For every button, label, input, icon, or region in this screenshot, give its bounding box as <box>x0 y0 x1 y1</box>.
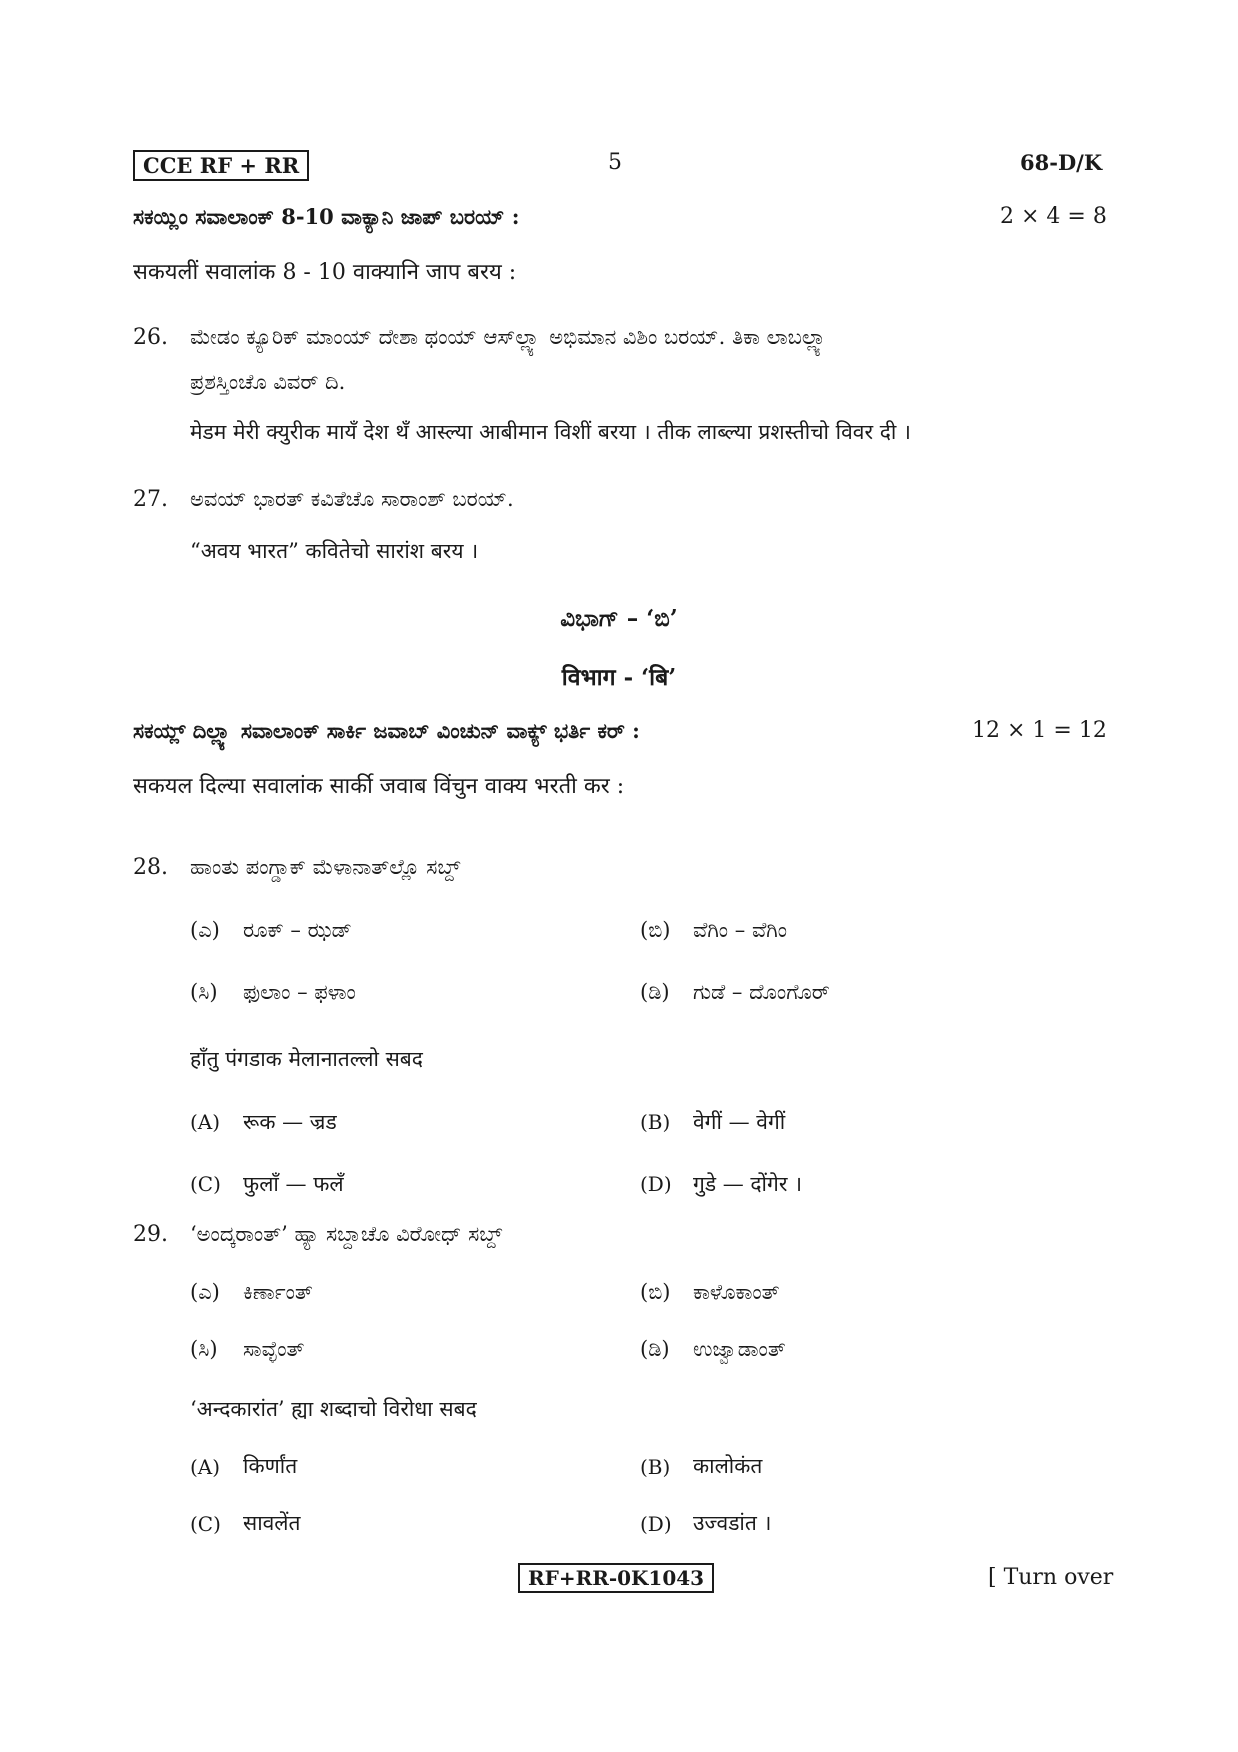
section-heading-devanagari: विभाग - ‘बि’ <box>561 664 677 691</box>
question-stem-kannada: ‘ಅಂದ್ಕರಾಂತ್’ ಹ್ಯಾ ಸಬ್ದಾಚೊ ವಿರೋಧ್ ಸಬ್ದ್ <box>190 1222 503 1246</box>
instruction-devanagari-a: सकयलीं सवालांक 8 - 10 वाक्यानि जाप बरय : <box>133 260 517 285</box>
section-heading-kannada: ವಿಭಾಗ್ – ‘ಬಿ’ <box>560 605 678 632</box>
option-text: ಕಿರ್ಣಾಂತ್ <box>243 1280 313 1304</box>
option-label: (ಎ) <box>190 1280 220 1304</box>
marks-a: 2 × 4 = 8 <box>1000 204 1107 229</box>
option-label: (ಸಿ) <box>190 1337 218 1361</box>
option-text: सावलेंत <box>243 1511 301 1535</box>
instruction-kannada-b: ಸಕಯ್ಲ್ ದಿಲ್ಲ್ಯಾ ಸವಾಲಾಂಕ್ ಸಾರ್ಕಿ ಜವಾಬ್ ವಿಂಚುನ್ ವಾಕ್ಯ್ ಭರ್ತಿ ಕರ್ : <box>133 718 640 743</box>
option-label: (B) <box>640 1110 671 1134</box>
question-text-kannada-cont: ಪ್ರಶಸ್ತಿಂಚೊ ವಿವರ್ ದಿ. <box>190 370 346 394</box>
option-text: वेगीं — वेगीं <box>693 1110 786 1134</box>
option-label: (ಎ) <box>190 918 220 942</box>
option-label: (ಡಿ) <box>640 980 670 1004</box>
option-label: (A) <box>190 1455 221 1479</box>
question-stem-devanagari: ‘अन्दकारांत’ ह्या शब्दाचो विरोधा सबद <box>190 1397 477 1421</box>
option-label: (ಸಿ) <box>190 980 218 1004</box>
question-number: 29. <box>133 1222 168 1247</box>
option-text: ಫುಲಾಂ – ಫಳಾಂ <box>243 980 356 1004</box>
option-text: फुलाँ — फलँ <box>243 1172 344 1196</box>
option-text: ಕಾಳೊಕಾಂತ್ <box>693 1280 780 1304</box>
option-text: कालोकंत <box>693 1454 763 1478</box>
option-text: गुडे — दोंगेर । <box>693 1172 803 1196</box>
question-text-kannada: ಮೇಡಂ ಕ್ಯೂರಿಕ್ ಮಾಂಯ್ ದೇಶಾ ಥಂಯ್ ಆಸ್‌ಲ್ಲ್ಯಾ ಅಭಿಮಾನ ವಿಶಿಂ ಬರಯ್. ತಿಕಾ ಲಾಬಲ್ಲ್ಯಾ <box>190 325 830 349</box>
option-text: ಸಾವ್ಳೆಂತ್ <box>243 1337 305 1361</box>
option-text: ವೆಗಿಂ – ವೆಗಿಂ <box>693 918 788 942</box>
question-stem-kannada: ಹಾಂತು ಪಂಗ್ಡಾಕ್ ಮೆಳಾನಾತ್‌ಲ್ಲೊ ಸಬ್ದ್ <box>190 855 461 879</box>
option-label: (ಡಿ) <box>640 1337 670 1361</box>
question-number: 28. <box>133 855 168 880</box>
question-stem-devanagari: हाँतु पंगडाक मेलानातल्लो सबद <box>190 1047 423 1071</box>
option-label: (D) <box>640 1172 672 1196</box>
question-number: 26. <box>133 325 168 350</box>
option-label: (B) <box>640 1455 671 1479</box>
question-text-devanagari: “अवय भारत” कवितेचो सारांश बरय । <box>190 539 479 563</box>
question-number: 27. <box>133 487 168 512</box>
question-text-devanagari: मेडम मेरी क्युरीक मायँ देश थँ आस्ल्या आबीमान विशीं बरया । तीक लाब्ल्या प्रशस्तीचो विवर दी । <box>190 420 911 444</box>
option-label: (C) <box>190 1512 221 1536</box>
option-text: ರೂಕ್ – ಝಡ್ <box>243 918 352 942</box>
paper-code: 68-D/K <box>1020 150 1103 175</box>
option-text: रूक — ज्रड <box>243 1110 337 1134</box>
option-label: (ಬಿ) <box>640 918 671 942</box>
option-text: ಗುಡೆ – ದೊಂಗೊರ್ <box>693 980 830 1004</box>
turn-over-note: [ Turn over <box>988 1565 1114 1590</box>
option-text: ಉಜ್ವಾಡಾಂತ್ <box>693 1337 786 1361</box>
option-label: (A) <box>190 1110 221 1134</box>
option-text: उज्वडांत । <box>693 1511 772 1535</box>
footer-code-box: RF+RR-0K1043 <box>518 1563 714 1593</box>
instruction-devanagari-b: सकयल दिल्या सवालांक सार्की जवाब विंचुन वाक्य भरती कर : <box>133 774 625 799</box>
option-label: (ಬಿ) <box>640 1280 671 1304</box>
marks-b: 12 × 1 = 12 <box>972 718 1107 743</box>
option-text: किर्णांत <box>243 1454 298 1478</box>
option-label: (C) <box>190 1172 221 1196</box>
page-number: 5 <box>608 150 622 175</box>
instruction-kannada-a: ಸಕಯ್ಲಿಂ ಸವಾಲಾಂಕ್ 8-10 ವಾಕ್ಯಾನಿ ಜಾಪ್ ಬರಯ್ : <box>133 204 520 229</box>
header-code-box: CCE RF + RR <box>133 150 309 181</box>
option-label: (D) <box>640 1512 672 1536</box>
question-text-kannada: ಅವಯ್ ಭಾರತ್ ಕವಿತೆಚೊ ಸಾರಾಂಶ್ ಬರಯ್. <box>190 487 514 511</box>
